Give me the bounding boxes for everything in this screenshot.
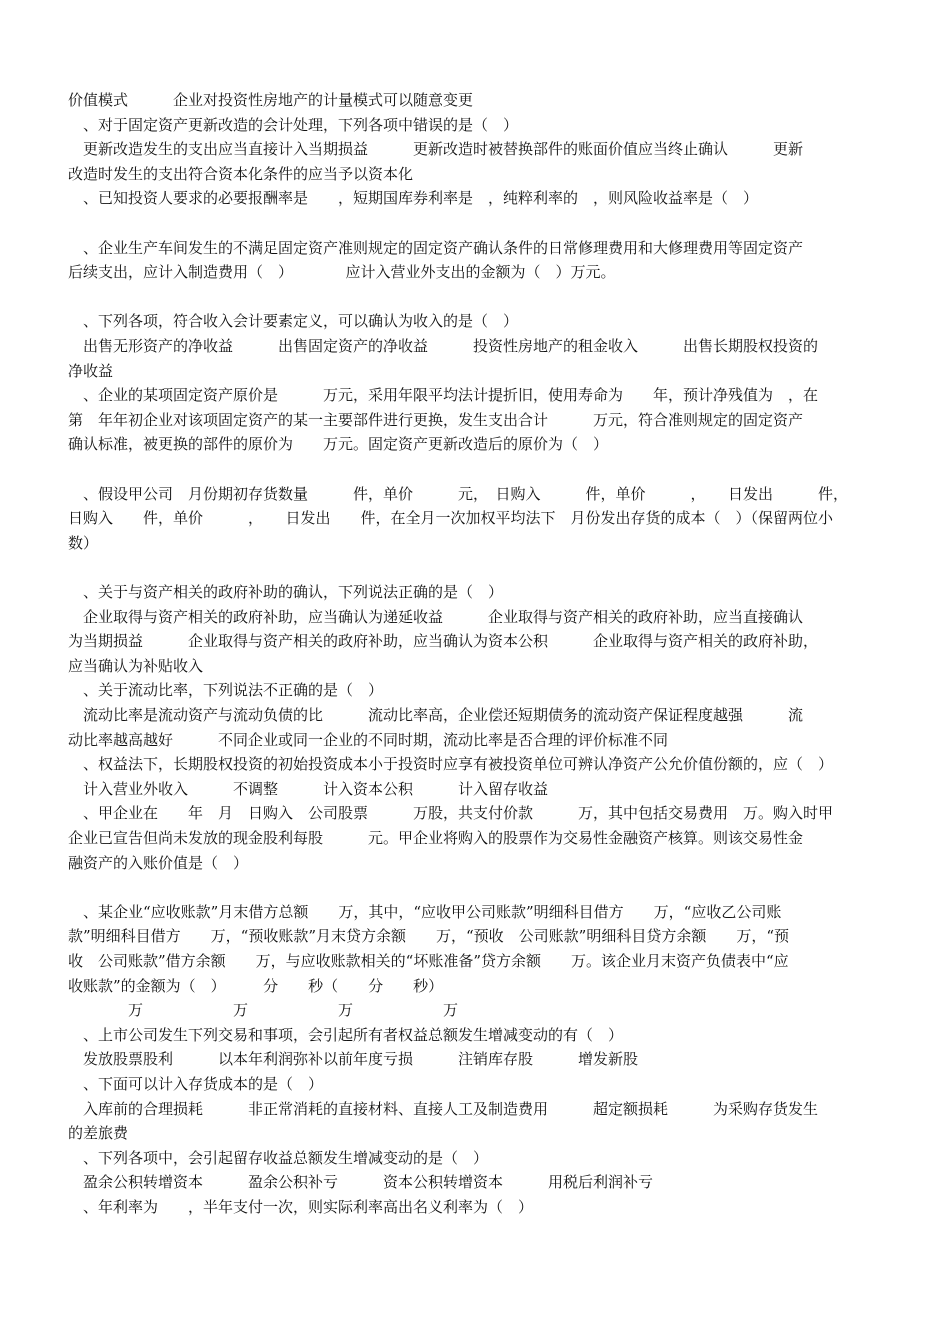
- text-line: 收 公司账款”借方余额 万，与应收账款相关的“坏账准备”贷方余额 万。该企业月末资产负债表中“应: [68, 952, 789, 970]
- text-line: 、下面可以计入存货成本的是（ ）: [68, 1075, 324, 1093]
- text-line: 确认标准，被更换的部件的原价为 万元。固定资产更新改造后的原价为（ ）: [68, 435, 609, 454]
- text-line: 为当期损益 企业取得与资产相关的政府补助，应当确认为资本公积 企业取得与资产相关的政府补助，: [68, 632, 819, 651]
- text-line: 的差旅费: [68, 1124, 129, 1143]
- text-line: 价值模式 企业对投资性房地产的计量模式可以随意变更: [68, 91, 474, 109]
- text-line: 应当确认为补贴收入: [68, 656, 204, 675]
- text-line: 更新改造发生的支出应当直接计入当期损益 更新改造时被替换部件的账面价值应当终止确认 更新: [68, 140, 804, 159]
- text-line: 盈余公积转增资本 盈余公积补亏 资本公积转增资本 用税后利润补亏: [68, 1173, 654, 1192]
- text-line: 、下列各项，符合收入会计要素定义，可以确认为收入的是（ ）: [68, 312, 519, 331]
- text-line: 、企业的某项固定资产原价是 万元，采用年限平均法计提折旧，使用寿命为 年，预计净残值为 ，在: [68, 386, 819, 405]
- text-line: 、年利率为 ，半年支付一次，则实际利率高出名义利率为（ ）: [68, 1198, 534, 1216]
- text-line: 改造时发生的支出符合资本化条件的应当予以资本化: [68, 164, 414, 183]
- text-line: 、某企业“应收账款”月末借方总额 万，其中，“应收甲公司账款”明细科目借方 万，“应收乙公司账: [68, 902, 782, 921]
- text-line: 净收益: [68, 361, 114, 380]
- text-line: 、关于流动比率，下列说法不正确的是（ ）: [68, 681, 384, 700]
- text-line: 流动比率是流动资产与流动负债的比 流动比率高，企业偿还短期债务的流动资产保证程度越强 流: [68, 706, 804, 724]
- text-line: 、上市公司发生下列交易和事项，会引起所有者权益总额发生增减变动的有（ ）: [68, 1025, 624, 1044]
- text-line: 入库前的合理损耗 非正常消耗的直接材料、直接人工及制造费用 超定额损耗 为采购存货发生: [68, 1099, 819, 1118]
- text-line: 、权益法下，长期股权投资的初始投资成本小于投资时应享有被投资单位可辨认净资产公允价值份额的，应（ ）: [68, 755, 834, 774]
- text-line: 计入营业外收入 不调整 计入资本公积 计入留存收益: [68, 779, 549, 798]
- text-line: 日购入 件，单价 ， 日发出 件，在全月一次加权平均法下 月份发出存货的成本（ ）（保留两位小: [68, 509, 834, 528]
- text-line: 、企业生产车间发生的不满足固定资产准则规定的固定资产确认条件的日常修理费用和大修理费用等固定资产: [68, 238, 804, 257]
- text-line: 融资产的入账价值是（ ）: [68, 853, 249, 872]
- text-line: 、假设甲公司 月份期初存货数量 件，单价 元， 日购入 件，单价 ， 日发出 件，: [68, 484, 849, 503]
- text-line: 款”明细科目借方 万，“预收账款”月末贷方余额 万，“预收 公司账款”明细科目贷方余额 万，“预: [68, 927, 790, 946]
- text-line: 收账款”的金额为（ ） 分 秒（ 分 秒）: [68, 976, 444, 995]
- text-line: 动比率越高越好 不同企业或同一企业的不同时期，流动比率是否合理的评价标准不同: [68, 730, 669, 749]
- text-line: 发放股票股利 以本年利润弥补以前年度亏损 注销库存股 增发新股: [68, 1050, 639, 1069]
- text-line: 后续支出，应计入制造费用（ ） 应计入营业外支出的金额为（ ）万元。: [68, 263, 616, 282]
- text-line: 、已知投资人要求的必要报酬率是 ，短期国库券利率是 ，纯粹利率的 ，则风险收益率是（ ）: [68, 189, 759, 208]
- text-line: 企业已宣告但尚未发放的现金股利每股 元。甲企业将购入的股票作为交易性金融资产核算。则该交易性金: [68, 829, 804, 847]
- text-line: 出售无形资产的净收益 出售固定资产的净收益 投资性房地产的租金收入 出售长期股权投资的: [68, 337, 819, 355]
- text-line: 、关于与资产相关的政府补助的确认，下列说法正确的是（ ）: [68, 583, 504, 601]
- text-line: 、下列各项中，会引起留存收益总额发生增减变动的是（ ）: [68, 1148, 489, 1167]
- text-line: 、对于固定资产更新改造的会计处理，下列各项中错误的是（ ）: [68, 115, 519, 134]
- text-line: 、甲企业在 年 月 日购入 公司股票 万股，共支付价款 万，其中包括交易费用 万。购入时甲: [68, 804, 834, 823]
- text-line: 企业取得与资产相关的政府补助，应当确认为递延收益 企业取得与资产相关的政府补助，应当直接确认: [68, 607, 804, 626]
- text-line: 第 年年初企业对该项固定资产的某一主要部件进行更换，发生支出合计 万元，符合准则规定的固定资产: [68, 410, 804, 429]
- text-line: 数）: [68, 533, 99, 552]
- text-line: 万 万 万 万: [68, 1001, 459, 1020]
